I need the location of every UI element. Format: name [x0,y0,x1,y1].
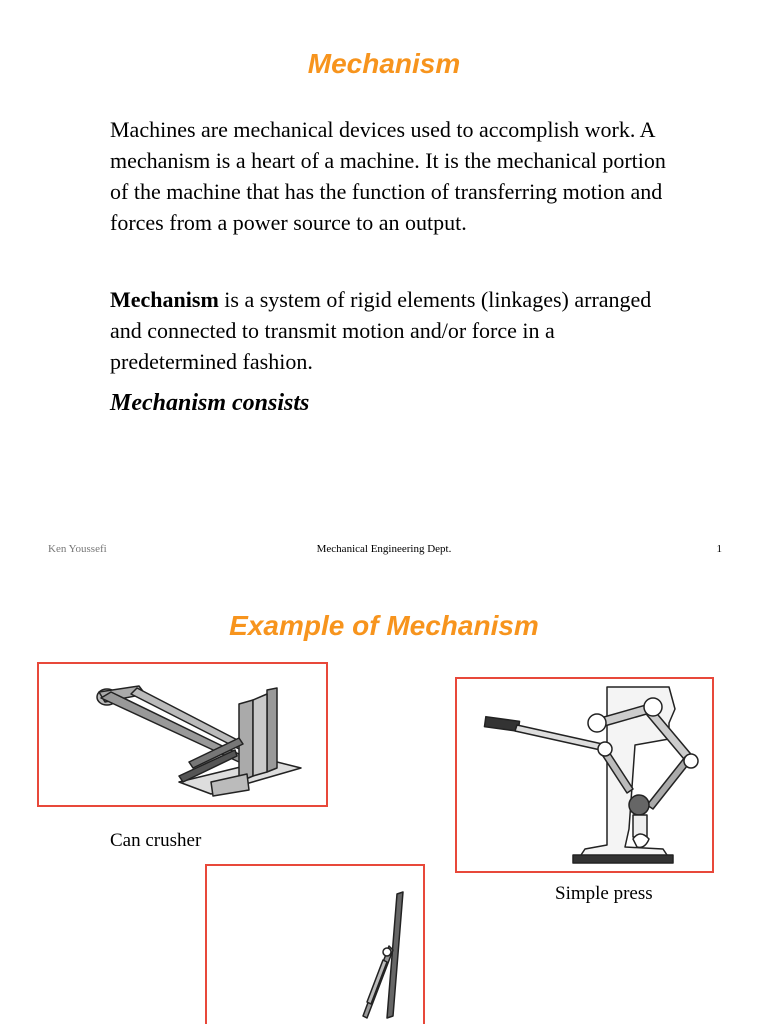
can-crusher-figure [37,662,328,807]
linkage-figure [205,864,425,1024]
paragraph-machines: Machines are mechanical devices used to accomplish work. A mechanism is a heart of a machine. It is the mechanical portion of the machine that has the function of transferring motion and forces from a power source to an output. [110,117,666,235]
simple-press-illustration-icon [457,679,712,871]
slide-2-title: Example of Mechanism [229,610,539,641]
term-mechanism: Mechanism [110,287,219,312]
caption-can-crusher: Can crusher [110,830,202,851]
caption-simple-press: Simple press [555,883,653,904]
paragraph-mechanism-definition [110,284,680,377]
subheading-mechanism-consists: Mechanism consists [110,390,310,416]
footer-department: Mechanical Engineering Dept. [316,543,452,555]
definition-text: is a system of rigid elements (linkages) arranged and connected to transmit motion and/or force in a predetermined fashion. [110,287,652,374]
can-crusher-illustration-icon [39,664,326,805]
slide-title: Mechanism [307,48,461,79]
linkage-illustration-icon [207,866,423,1024]
footer-page-number: 1 [716,543,722,555]
footer-author: Ken Youssefi [48,543,107,555]
simple-press-figure [455,677,714,873]
